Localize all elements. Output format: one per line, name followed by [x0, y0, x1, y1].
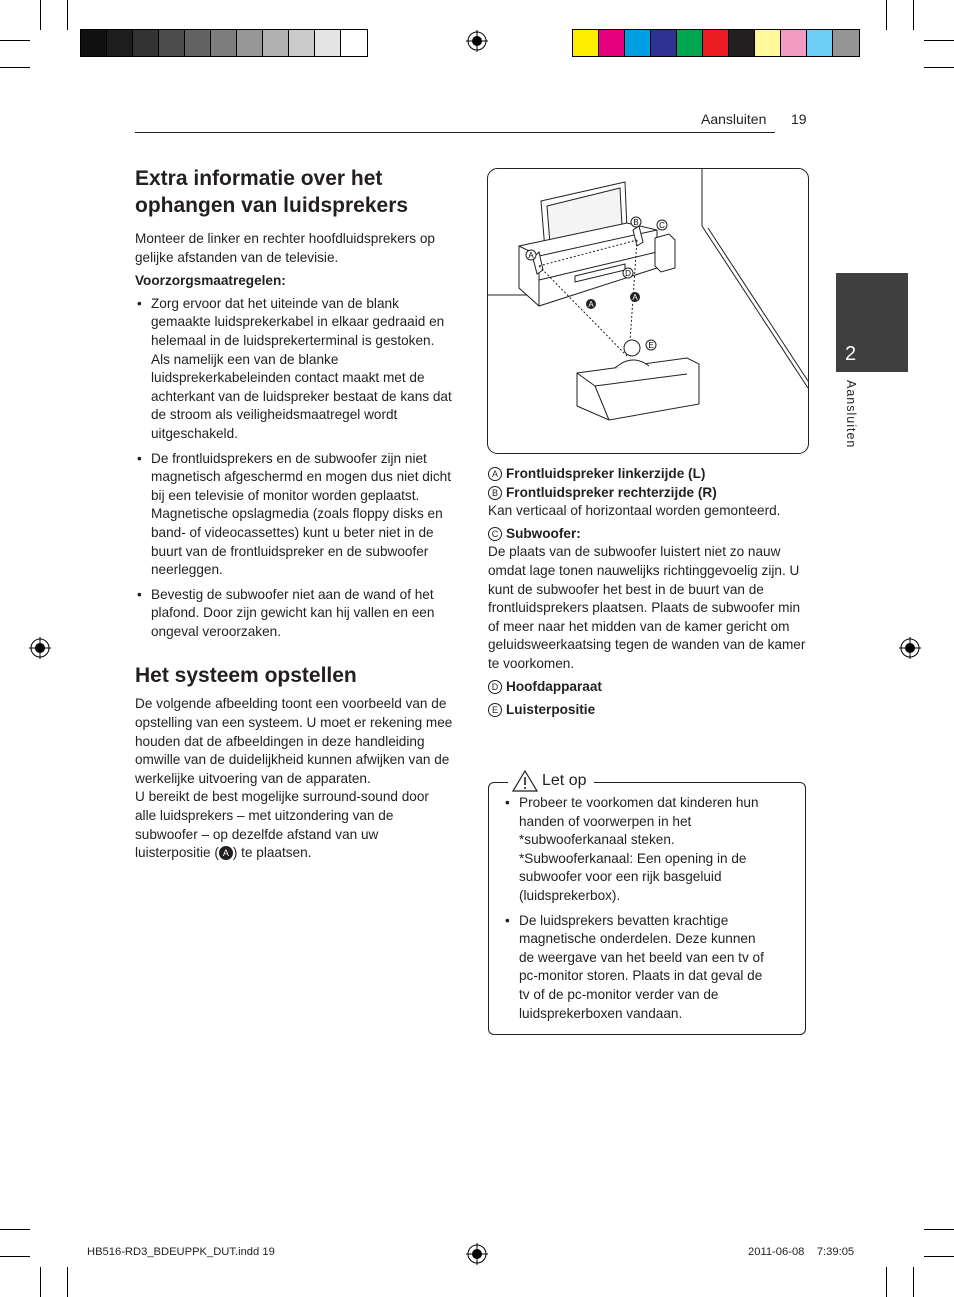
color-swatch	[573, 30, 599, 56]
diagram-label-e: E	[648, 341, 654, 350]
color-swatch	[703, 30, 729, 56]
subwoofer-icon	[655, 234, 675, 272]
running-header-section: Aansluiten	[701, 111, 767, 127]
crop-mark	[913, 1267, 914, 1297]
legend-item	[488, 678, 808, 697]
marker-e-icon: E	[488, 703, 502, 717]
color-swatch	[729, 30, 755, 56]
crop-mark	[40, 0, 41, 30]
color-swatch	[833, 30, 859, 56]
crop-mark	[924, 1229, 954, 1230]
header-rule	[135, 132, 775, 133]
legend-label: Subwoofer:	[506, 525, 581, 541]
paragraph-text: ) te plaatsen.	[232, 845, 312, 861]
legend-description: De plaats van de subwoofer luistert niet zo nauw omdat lage tonen nauwelijks richtinggevoelig zijn. U kunt de subwoofer het best in de buurt van de frontluidsprekers plaatsen. Plaats de subwoofer min of meer naar het midden van de kamer gericht om geluidsweerkaatsing tegen de wanden van de kamer te voorkomen.	[488, 544, 806, 671]
color-swatch	[211, 30, 237, 56]
crop-mark	[0, 67, 30, 68]
crop-mark	[0, 1229, 30, 1230]
marker-c-icon: C	[488, 527, 502, 541]
crop-mark	[67, 1267, 68, 1297]
legend-item	[488, 701, 808, 720]
paragraph-text: U bereikt de best mogelijke surround-sound door alle luidsprekers – met uitzondering van de subwoofer – op dezelfde afstand van uw luisterpositie (	[135, 789, 429, 861]
color-swatch	[755, 30, 781, 56]
list-item: • Bevestig de subwoofer niet aan de wand of het plafond. Door zijn gewicht kan hij vallen en een ongeval veroorzaken.	[135, 586, 453, 642]
setup-paragraph: De volgende afbeelding toont een voorbeeld van de opstelling van een systeem. U moet er rekening mee houden dat de afbeeldingen in deze handleiding omwille van de duidelijkheid kunnen afwijken van de werkelijke uitvoering van de apparaten.	[135, 696, 453, 786]
marker-b-icon: B	[488, 486, 502, 500]
color-swatch	[781, 30, 807, 56]
diagram-distance-a: A	[588, 300, 594, 309]
color-swatch	[237, 30, 263, 56]
color-swatch	[807, 30, 833, 56]
registration-mark-icon	[899, 637, 921, 659]
color-swatch	[185, 30, 211, 56]
color-swatch	[159, 30, 185, 56]
crop-mark	[924, 40, 954, 41]
legend-item	[488, 484, 808, 503]
crop-mark	[886, 1267, 887, 1297]
diagram-distance-a: A	[632, 293, 638, 302]
diagram-label-b: B	[633, 218, 639, 227]
color-swatch	[133, 30, 159, 56]
title-line: Extra informatie over het	[135, 167, 383, 190]
crop-mark	[0, 40, 30, 41]
intro-paragraph: Monteer de linker en rechter hoofdluidsprekers op gelijke afstanden van de televisie.	[135, 231, 435, 265]
caution-title-text: Let op	[542, 772, 587, 789]
title-line: ophangen van luidsprekers	[135, 194, 409, 217]
crop-mark	[913, 0, 914, 30]
color-swatch	[625, 30, 651, 56]
diagram-label-d: D	[625, 269, 631, 278]
footer-date: 2011-06-08 7:39:05	[748, 1246, 855, 1258]
list-item: • Probeer te voorkomen dat kinderen hun handen of voorwerpen in het *subwooferkanaal steken. *Subwooferkanaal: Een opening in de subwoofer voor een rijk basgeluid (luidsprekerbox).	[503, 794, 773, 906]
warning-icon	[512, 770, 538, 792]
marker-a-icon: A	[488, 467, 502, 481]
registration-mark-icon	[466, 1243, 488, 1265]
legend-item	[488, 465, 808, 484]
color-swatch	[599, 30, 625, 56]
list-item: • Zorg ervoor dat het uiteinde van de blank gemaakte luidsprekerkabel in elkaar gedraaid en helemaal in de luidsprekerterminal is gestoken. Als namelijk een van de blanke luidsprekerkabeleinden contact maakt met de achterkant van de luidspreker bestaat de kans dat de stroom als veiligheidsmaatregel wordt uitgeschakeld.	[135, 295, 453, 444]
color-swatch	[341, 30, 367, 56]
legend-item	[488, 525, 808, 544]
legend-label: Frontluidspreker linkerzijde (L)	[506, 466, 706, 481]
color-swatch	[289, 30, 315, 56]
crop-mark	[886, 0, 887, 30]
crop-mark	[67, 0, 68, 30]
legend-label: Hoofdapparaat	[506, 678, 602, 694]
crop-mark	[924, 67, 954, 68]
process-color-bar	[572, 29, 860, 57]
chapter-number: 2	[845, 343, 857, 365]
list-item: • De frontluidsprekers en de subwoofer zijn niet magnetisch afgeschermd en mogen dus niet dicht bij een televisie of monitor worden geplaatst. Magnetische opslagmedia (zoals floppy disks en band- of videocassettes) kunt u beter niet in de buurt van de frontluidspreker en de subwoofer neerleggen.	[135, 450, 453, 580]
marker-d-icon: D	[488, 680, 502, 694]
color-swatch	[677, 30, 703, 56]
diagram-label-c: C	[659, 221, 665, 230]
crop-mark	[40, 1267, 41, 1297]
color-swatch	[263, 30, 289, 56]
speaker-placement-diagram	[487, 168, 809, 454]
left-column	[135, 165, 453, 863]
registration-mark-icon	[29, 637, 51, 659]
listener-icon	[624, 340, 640, 356]
chapter-label: Aansluiten	[844, 380, 858, 449]
page-number: 19	[791, 111, 807, 127]
legend-label: Frontluidspreker rechterzijde (R)	[506, 484, 717, 500]
diagram-legend	[488, 465, 808, 720]
precautions-list	[135, 295, 453, 642]
list-item: • De luidsprekers bevatten krachtige magnetische onderdelen. Deze kunnen de weergave van het beeld van een tv of pc-monitor storen. Plaats in dat geval de tv of de pc-monitor verder van de luidsprekerboxen vandaan.	[503, 912, 773, 1024]
footer-file: HB516-RD3_BDEUPPK_DUT.indd 19	[87, 1246, 275, 1258]
caution-title	[508, 770, 594, 792]
precautions-label: Voorzorgsmaatregelen:	[135, 273, 286, 289]
caution-content	[503, 794, 773, 1023]
color-swatch	[651, 30, 677, 56]
section-title-speakers	[135, 165, 453, 219]
section-title-setup: Het systeem opstellen	[135, 664, 357, 688]
color-swatch	[81, 30, 107, 56]
marker-a-icon: A	[219, 846, 233, 860]
caution-list	[503, 794, 773, 1023]
crop-mark	[924, 1256, 954, 1257]
legend-description: Kan verticaal of horizontaal worden gemonteerd.	[488, 503, 781, 519]
registration-mark-icon	[466, 30, 488, 52]
crop-mark	[0, 1256, 30, 1257]
setup-paragraph-2	[135, 788, 453, 862]
grayscale-color-bar	[80, 29, 368, 57]
color-swatch	[315, 30, 341, 56]
diagram-label-a: A	[528, 251, 534, 260]
color-swatch	[107, 30, 133, 56]
legend-label: Luisterpositie	[506, 702, 596, 718]
